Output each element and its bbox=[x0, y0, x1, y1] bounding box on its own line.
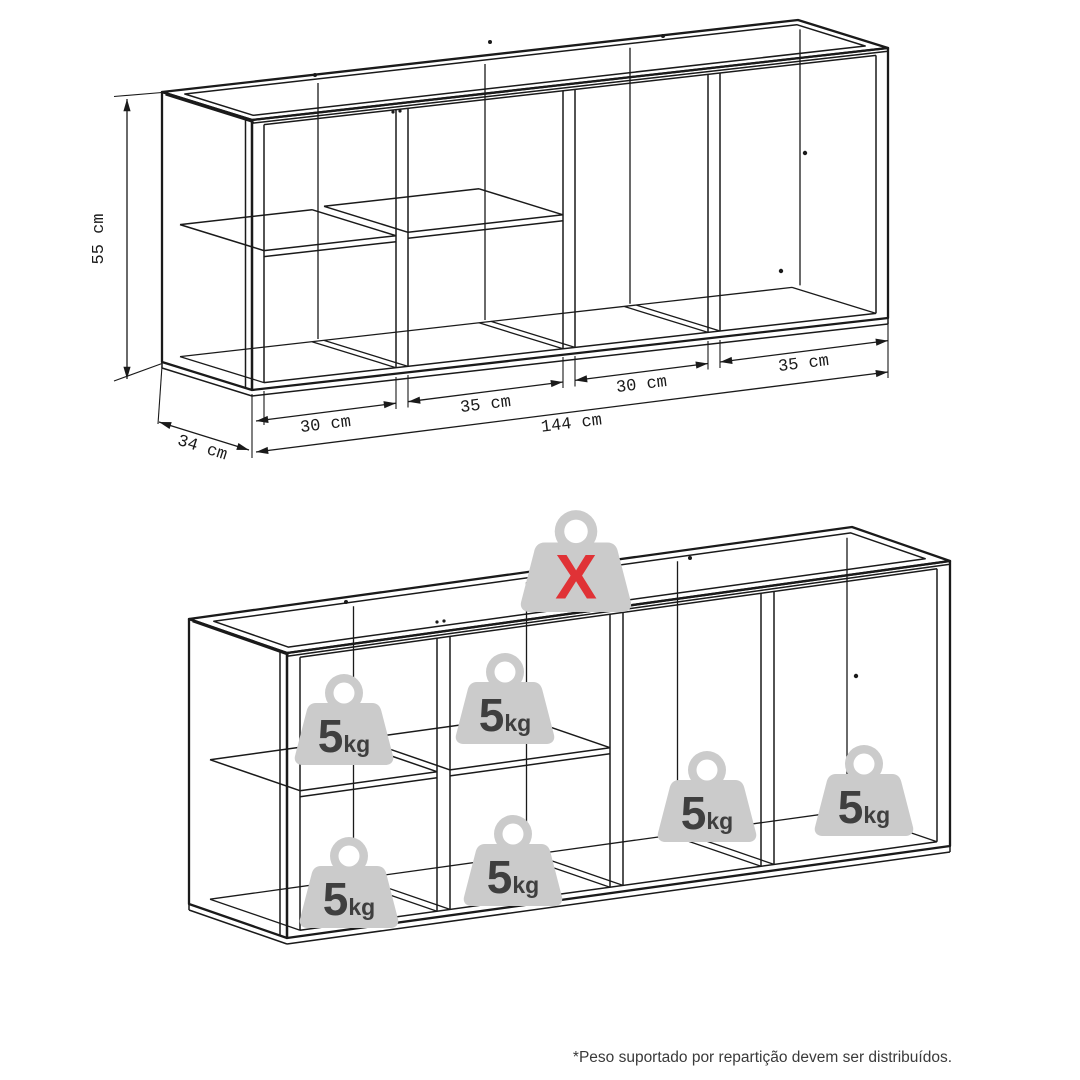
dimension-widths bbox=[252, 322, 888, 458]
weight-icon-compartment-4 bbox=[815, 745, 914, 836]
dim-section-2-label: 35 cm bbox=[459, 392, 513, 419]
weight-icon-compartment-2-lower bbox=[464, 815, 563, 906]
weight-value: 5 bbox=[478, 689, 505, 741]
weight-value: 5 bbox=[486, 851, 513, 903]
weight-icon-compartment-1-lower bbox=[300, 837, 399, 928]
dim-height-label: 55 cm bbox=[90, 213, 109, 265]
cabinet-front-inner-frame bbox=[264, 55, 876, 382]
dim-section-1-label: 30 cm bbox=[299, 412, 353, 439]
weight-value: 5 bbox=[317, 710, 344, 762]
weight-value: 5 bbox=[837, 781, 864, 833]
cabinet-floor-lines bbox=[180, 287, 876, 382]
weight-unit: kg bbox=[343, 731, 371, 757]
weight-value: 5 bbox=[680, 787, 707, 839]
weight-icon-compartment-2-upper bbox=[456, 653, 555, 744]
cabinet-front-inner-frame bbox=[300, 569, 937, 930]
dimension-height bbox=[90, 93, 162, 382]
cabinet-dividers bbox=[396, 73, 720, 368]
weight-unit: kg bbox=[706, 808, 734, 834]
dim-total-width-label: 144 cm bbox=[540, 411, 604, 438]
top-cabinet-drawing bbox=[90, 20, 888, 465]
x-mark-label: X bbox=[555, 542, 597, 613]
prohibited-weight-icon bbox=[521, 510, 631, 612]
footnote-text: *Peso suportado por repartição devem ser distribuídos. bbox=[572, 1049, 952, 1066]
dim-section-4-label: 35 cm bbox=[777, 351, 831, 378]
weight-icon-compartment-1-upper bbox=[295, 674, 394, 765]
weight-unit: kg bbox=[348, 894, 376, 920]
weight-unit: kg bbox=[512, 872, 540, 898]
cabinet-shelves bbox=[180, 189, 563, 257]
bottom-cabinet-drawing bbox=[189, 510, 950, 944]
dim-section-3-label: 30 cm bbox=[615, 372, 669, 399]
weight-unit: kg bbox=[863, 802, 891, 828]
cabinet-top-opening bbox=[185, 25, 865, 116]
dim-depth-label: 34 cm bbox=[174, 431, 230, 466]
weight-value: 5 bbox=[322, 873, 349, 925]
weight-icon-compartment-3 bbox=[658, 751, 757, 842]
cabinet-back-panel-lines bbox=[318, 29, 800, 339]
weight-unit: kg bbox=[504, 710, 532, 736]
cabinet-outer-frame bbox=[162, 20, 888, 399]
